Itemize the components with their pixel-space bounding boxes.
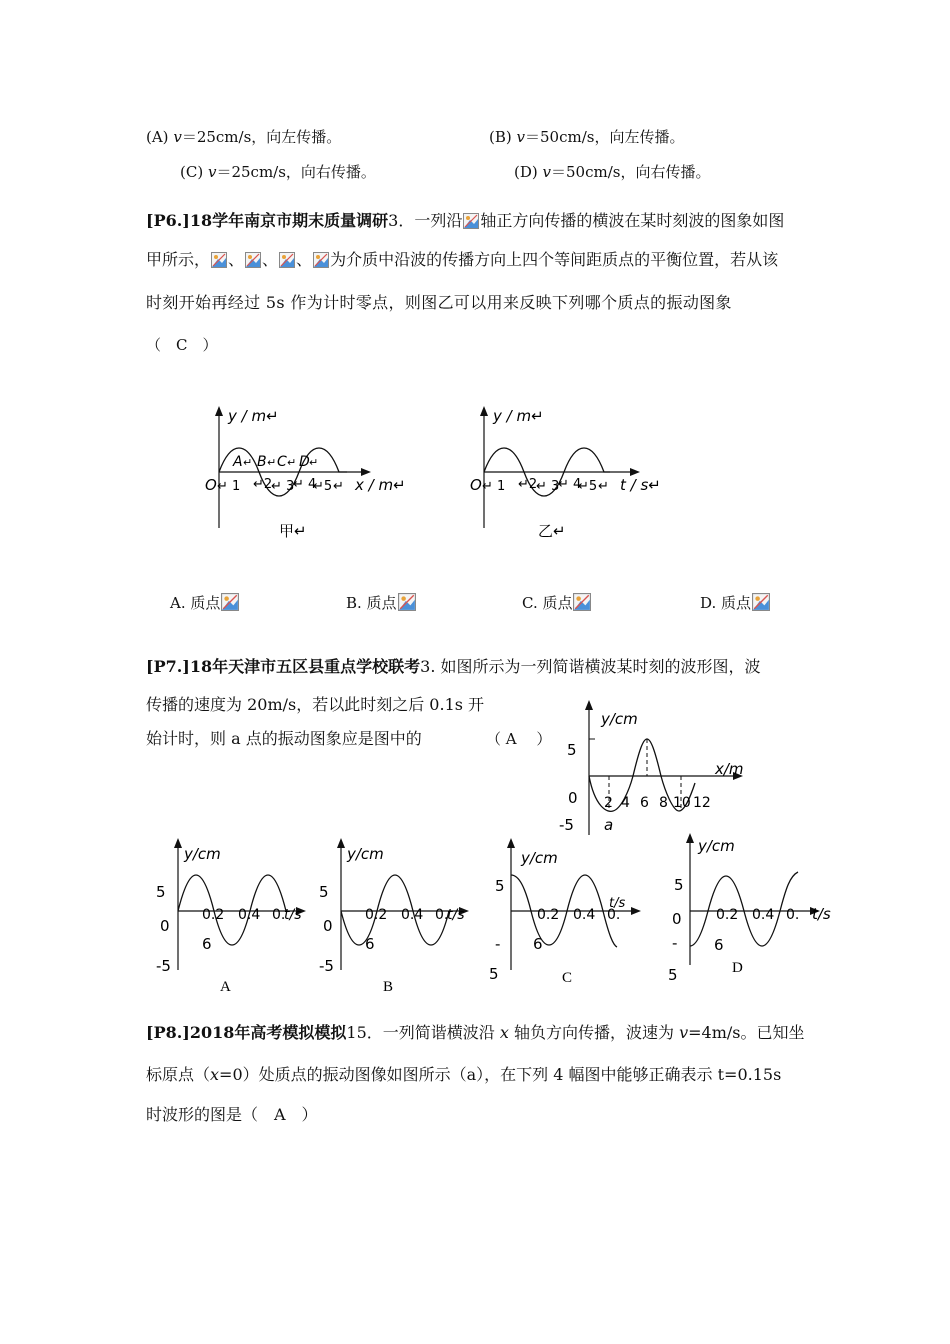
p7-choice-d [664, 830, 844, 995]
vibration-curve [690, 872, 798, 946]
text: 标原点（ [146, 1065, 211, 1084]
vibration-curve [341, 875, 449, 945]
p7-choice-c [485, 835, 655, 1000]
point-b-label: B [257, 454, 267, 470]
text: =0）处质点的振动图像如图所示（a），在下列 4 幅图中能够正确表示 t=0.15s [219, 1065, 782, 1084]
vibration-figure-yi [460, 400, 680, 550]
question-source: 18学年南京市期末质量调研 [189, 211, 389, 230]
point-suffix: ↵ [267, 456, 277, 469]
option-label: (D) [514, 163, 538, 181]
t-axis-arrow [631, 907, 641, 915]
y-neg-label: -5 [319, 957, 334, 975]
y-axis-arrow [686, 833, 694, 843]
choice-label: A [220, 979, 231, 995]
choice-label: D [732, 960, 743, 976]
tick-label: 12 [693, 795, 711, 811]
tick-label: 0.2 [537, 907, 560, 923]
option-text: A. 质点 [170, 594, 221, 612]
y-label: y/cm [698, 837, 735, 855]
tick-label: 0.4 [238, 907, 261, 923]
y-zero-label: 0 [160, 917, 170, 935]
y-dash-label: - [495, 935, 501, 953]
option-text: ＝25cm/s，向右传播。 [216, 163, 376, 181]
var-v: v [207, 163, 217, 181]
option-label: (B) [489, 128, 512, 146]
figure-caption: 乙↵ [538, 522, 566, 540]
tick-label: 0. [607, 907, 621, 923]
y-axis-arrow [174, 838, 182, 848]
p6-option-d [700, 592, 771, 614]
y-six-label: 6 [714, 936, 724, 954]
tick-label: 0. [786, 907, 800, 923]
tick-label: 2 [604, 795, 613, 811]
y-label: y/cm [601, 710, 638, 728]
var-v: v [542, 163, 551, 181]
t-label: t/s [609, 896, 626, 911]
p7-wave-figure [555, 695, 755, 840]
p7-line1 [146, 656, 761, 678]
y-label: y / m↵ [493, 407, 544, 425]
t-label: t/s [284, 907, 302, 923]
broken-image-icon [573, 593, 591, 611]
tick-label: ↵5 [578, 479, 598, 494]
y-six-label: 6 [365, 935, 375, 953]
var-x: x [210, 1065, 220, 1084]
text: 3．一列沿 [388, 211, 463, 230]
tick-label: 10 [673, 795, 691, 811]
y-axis-arrow [337, 838, 345, 848]
y-pos-label: 5 [319, 883, 329, 901]
text: 甲所示， [146, 250, 211, 269]
x-label: x/m [715, 760, 744, 778]
tick-label: ↵ 4 [558, 477, 582, 492]
figure-caption: 甲↵ [279, 522, 307, 540]
y-five-label: 5 [489, 965, 499, 983]
question-source: 18年天津市五区县重点学校联考 [189, 657, 421, 676]
tick-label: 0.4 [752, 907, 775, 923]
y-zero-label: 0 [568, 789, 578, 807]
tick-label: 0.4 [573, 907, 596, 923]
t-axis-arrow [630, 468, 640, 476]
tick-label: 4 [621, 795, 630, 811]
choice-label: C [562, 970, 573, 986]
y-neg-label: -5 [559, 816, 574, 834]
p7-line2: 传播的速度为 20m/s，若以此时刻之后 0.1s 开 [146, 695, 485, 714]
y-label: y / m↵ [228, 407, 279, 425]
p7-answer: （ A ） [486, 730, 552, 748]
choice-label: B [383, 979, 394, 995]
p8-line1 [146, 1022, 805, 1044]
y-label: y/cm [347, 845, 384, 863]
y-pos-label: 5 [495, 877, 505, 895]
y-six-label: 6 [202, 935, 212, 953]
broken-image-icon [279, 252, 295, 268]
t-label: t / s↵ [620, 476, 661, 494]
p6-option-b [346, 592, 417, 614]
y-label: y/cm [521, 849, 558, 867]
y-five-label: 5 [668, 966, 678, 984]
y-label: y/cm [184, 845, 221, 863]
p7-choice-b [315, 835, 475, 1000]
point-c-label: C [277, 454, 287, 470]
tick-label: ↵2 [518, 477, 538, 492]
tick-label: ↵ 1 [482, 479, 506, 494]
p7-line3: 始计时，则 a 点的振动图象应是图中的 [146, 729, 422, 748]
tick-label: ↵ 3 [271, 479, 295, 494]
p6-option-c [522, 592, 592, 614]
broken-image-icon [245, 252, 261, 268]
x-axis-arrow [361, 468, 371, 476]
wave-figure-jia [195, 400, 415, 550]
question-tag: [P7.] [146, 657, 190, 676]
point-a-label: A [233, 454, 243, 470]
text: 3. 如图所示为一列简谐横波某时刻的波形图，波 [420, 657, 761, 676]
text: 为介质中沿波的传播方向上四个等间距质点的平衡位置，若从该 [330, 250, 779, 269]
p8-line2 [146, 1064, 781, 1086]
vibration-curve [178, 875, 286, 945]
option-label: (A) [146, 128, 169, 146]
broken-image-icon [221, 593, 239, 611]
text: 、 [296, 250, 313, 269]
tick-label: ↵ 4 [293, 477, 317, 492]
tick-label: ↵ 3 [536, 479, 560, 494]
y-axis-arrow [585, 700, 593, 710]
text: 、 [262, 250, 279, 269]
text: 轴正方向传播的横波在某时刻波的图象如图 [480, 211, 785, 230]
y-pos-label: 5 [567, 741, 577, 759]
broken-image-icon [211, 252, 227, 268]
origin-label: O [470, 476, 482, 494]
option-text: ＝50cm/s，向右传播。 [551, 163, 711, 181]
broken-image-icon [752, 593, 770, 611]
tick-label: 0.2 [365, 907, 388, 923]
option-text: B. 质点 [346, 594, 397, 612]
point-suffix: ↵ [309, 456, 319, 469]
y-axis-arrow [215, 406, 223, 416]
y-pos-label: 5 [156, 883, 166, 901]
t-label: t/s [812, 905, 831, 923]
tick-label: 0. [435, 907, 449, 923]
y-pos-label: 5 [674, 876, 684, 894]
var-v: v [679, 1023, 689, 1042]
y-axis-arrow [507, 838, 515, 848]
p6-option-a [170, 592, 240, 614]
point-d-label: D [299, 454, 310, 470]
point-a-label: a [604, 816, 614, 834]
question-source: 2018年高考模拟模拟 [189, 1023, 347, 1042]
text: =4m/s。已知坐 [688, 1023, 805, 1042]
tick-label: ↵2 [253, 477, 273, 492]
question-tag: [P8.] [146, 1023, 190, 1042]
y-zero-label: 0 [323, 917, 333, 935]
option-label: (C) [180, 163, 204, 181]
tick-label: 6 [640, 795, 649, 811]
text: 轴负方向传播，波速为 [508, 1023, 680, 1042]
tick-label: ↵5 [313, 479, 333, 494]
tick-label: ↵ [333, 479, 344, 494]
p8-line3: 时波形的图是（ A ） [146, 1105, 318, 1124]
tick-label: 0. [272, 907, 286, 923]
tick-label: 0.4 [401, 907, 424, 923]
p6-answer: （ C ） [146, 336, 218, 354]
origin-label: O [205, 476, 217, 494]
tick-label: 0.2 [716, 907, 739, 923]
var-x: x [499, 1023, 509, 1042]
y-dash-label: - [672, 934, 678, 952]
p6-line2 [146, 249, 778, 271]
broken-image-icon [398, 593, 416, 611]
var-v: v [173, 128, 182, 146]
option-text: ＝25cm/s，向左传播。 [181, 128, 342, 146]
option-text: D. 质点 [700, 594, 752, 612]
text: 15．一列简谐横波沿 [346, 1023, 500, 1042]
y-axis-arrow [480, 406, 488, 416]
broken-image-icon [313, 252, 329, 268]
var-v: v [516, 128, 525, 146]
text: 、 [228, 250, 245, 269]
tick-label: 0.2 [202, 907, 225, 923]
p7-choice-a [152, 835, 312, 1000]
t-label: t/s [447, 907, 465, 923]
option-text: C. 质点 [522, 594, 573, 612]
y-neg-label: -5 [156, 957, 171, 975]
broken-image-icon [463, 213, 479, 229]
point-suffix: ↵ [287, 456, 297, 469]
option-text: ＝50cm/s，向左传播。 [525, 128, 685, 146]
option-c [180, 161, 376, 183]
y-zero-label: 0 [672, 910, 682, 928]
p6-line3: 时刻开始再经过 5s 作为计时零点，则图乙可以用来反映下列哪个质点的振动图象 [146, 293, 732, 312]
x-label: x / m↵ [355, 476, 406, 494]
option-d [514, 161, 710, 183]
tick-label: ↵ [598, 479, 609, 494]
tick-label: 8 [659, 795, 668, 811]
tick-label: ↵ 1 [217, 479, 241, 494]
y-six-label: 6 [533, 935, 543, 953]
option-b [489, 126, 684, 148]
p6-line1 [146, 210, 784, 232]
option-a [146, 126, 341, 148]
point-suffix: ↵ [243, 456, 253, 469]
question-tag: [P6.] [146, 211, 190, 230]
